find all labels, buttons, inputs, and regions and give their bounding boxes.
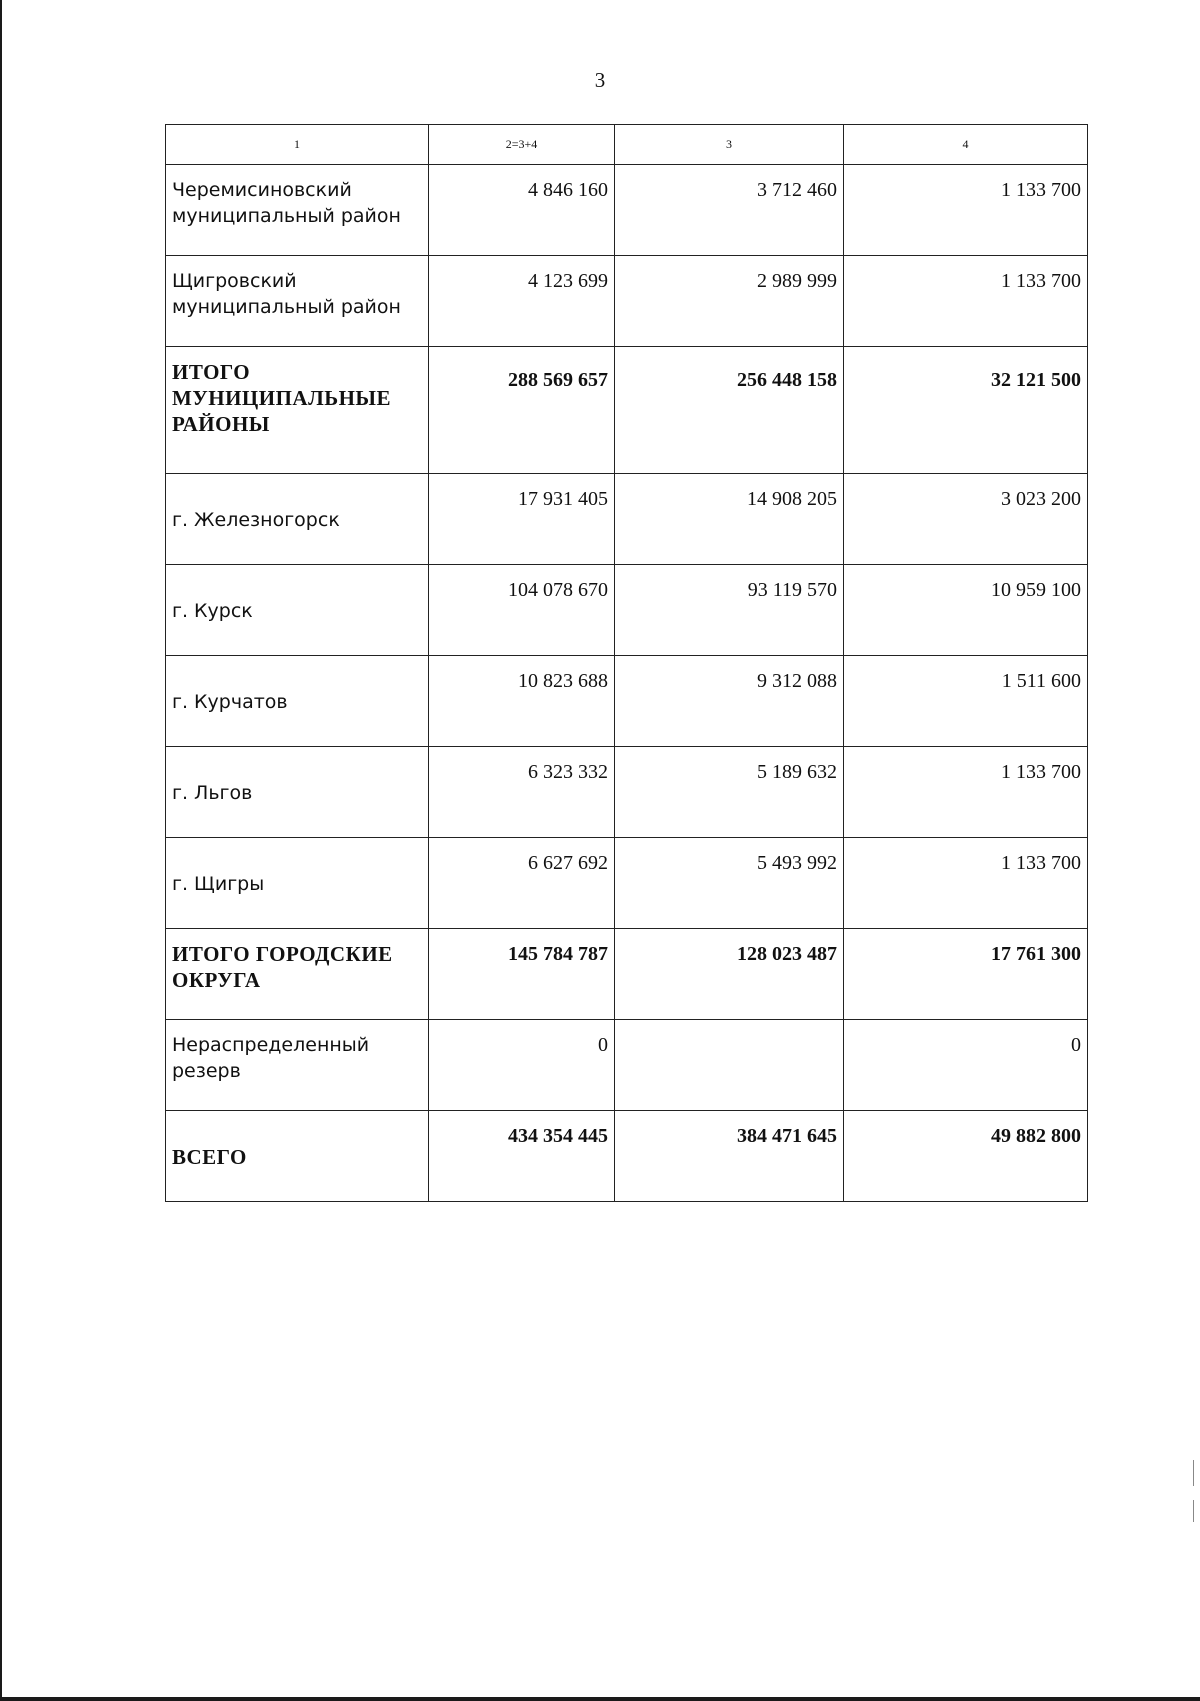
header-cell-col2: 2=3+4 (429, 125, 615, 165)
row-name: г. Железногорск (166, 474, 429, 565)
row-name: Черемисиновский муниципальный район (166, 165, 429, 256)
row-col3 (615, 1020, 844, 1111)
row-total: 6 323 332 (429, 747, 615, 838)
table-row (166, 1020, 1088, 1111)
row-name: г. Льгов (166, 747, 429, 838)
row-col3: 93 119 570 (615, 565, 844, 656)
table-row (166, 565, 1088, 656)
table-row (166, 747, 1088, 838)
scan-mark (1193, 1500, 1194, 1522)
header-cell-col1: 1 (166, 125, 429, 165)
row-col3: 5 189 632 (615, 747, 844, 838)
header-row (166, 125, 1088, 165)
row-total: 17 931 405 (429, 474, 615, 565)
header-cell-col4: 4 (844, 125, 1088, 165)
subtotal-row (166, 347, 1088, 474)
table-row (166, 256, 1088, 347)
grand-total-name: ВСЕГО (166, 1111, 429, 1202)
row-col3: 2 989 999 (615, 256, 844, 347)
row-col4: 0 (844, 1020, 1088, 1111)
subtotal-col3: 256 448 158 (615, 347, 844, 474)
subtotal-total: 145 784 787 (429, 929, 615, 1020)
subtotal-name: ИТОГО ГОРОДСКИЕ ОКРУГА (166, 929, 429, 1020)
row-col4: 1 133 700 (844, 256, 1088, 347)
scan-mark (1193, 1460, 1194, 1486)
row-total: 10 823 688 (429, 656, 615, 747)
allocation-table (165, 124, 1088, 1202)
row-total: 4 846 160 (429, 165, 615, 256)
row-total: 0 (429, 1020, 615, 1111)
row-name: г. Курчатов (166, 656, 429, 747)
grand-total-total: 434 354 445 (429, 1111, 615, 1202)
row-total: 4 123 699 (429, 256, 615, 347)
scan-edge-bottom (0, 1697, 1200, 1701)
subtotal-row (166, 929, 1088, 1020)
row-col3: 14 908 205 (615, 474, 844, 565)
row-col4: 1 511 600 (844, 656, 1088, 747)
subtotal-col4: 32 121 500 (844, 347, 1088, 474)
row-col4: 1 133 700 (844, 165, 1088, 256)
row-total: 6 627 692 (429, 838, 615, 929)
row-name: г. Курск (166, 565, 429, 656)
grand-total-col4: 49 882 800 (844, 1111, 1088, 1202)
row-col3: 9 312 088 (615, 656, 844, 747)
row-name: г. Щигры (166, 838, 429, 929)
table-row (166, 838, 1088, 929)
table-row (166, 656, 1088, 747)
subtotal-col3: 128 023 487 (615, 929, 844, 1020)
grand-total-row (166, 1111, 1088, 1202)
row-col4: 10 959 100 (844, 565, 1088, 656)
row-col4: 1 133 700 (844, 747, 1088, 838)
row-col4: 3 023 200 (844, 474, 1088, 565)
page-number: 3 (594, 68, 606, 92)
row-col4: 1 133 700 (844, 838, 1088, 929)
subtotal-name: ИТОГО МУНИЦИПАЛЬНЫЕ РАЙОНЫ (166, 347, 429, 474)
header-cell-col3: 3 (615, 125, 844, 165)
row-total: 104 078 670 (429, 565, 615, 656)
subtotal-total: 288 569 657 (429, 347, 615, 474)
row-name: Щигровский муниципальный район (166, 256, 429, 347)
row-col3: 5 493 992 (615, 838, 844, 929)
table-row (166, 165, 1088, 256)
scan-edge-left (0, 0, 2, 1701)
row-col3: 3 712 460 (615, 165, 844, 256)
subtotal-col4: 17 761 300 (844, 929, 1088, 1020)
table-row (166, 474, 1088, 565)
row-name: Нераспределенный резерв (166, 1020, 429, 1111)
grand-total-col3: 384 471 645 (615, 1111, 844, 1202)
